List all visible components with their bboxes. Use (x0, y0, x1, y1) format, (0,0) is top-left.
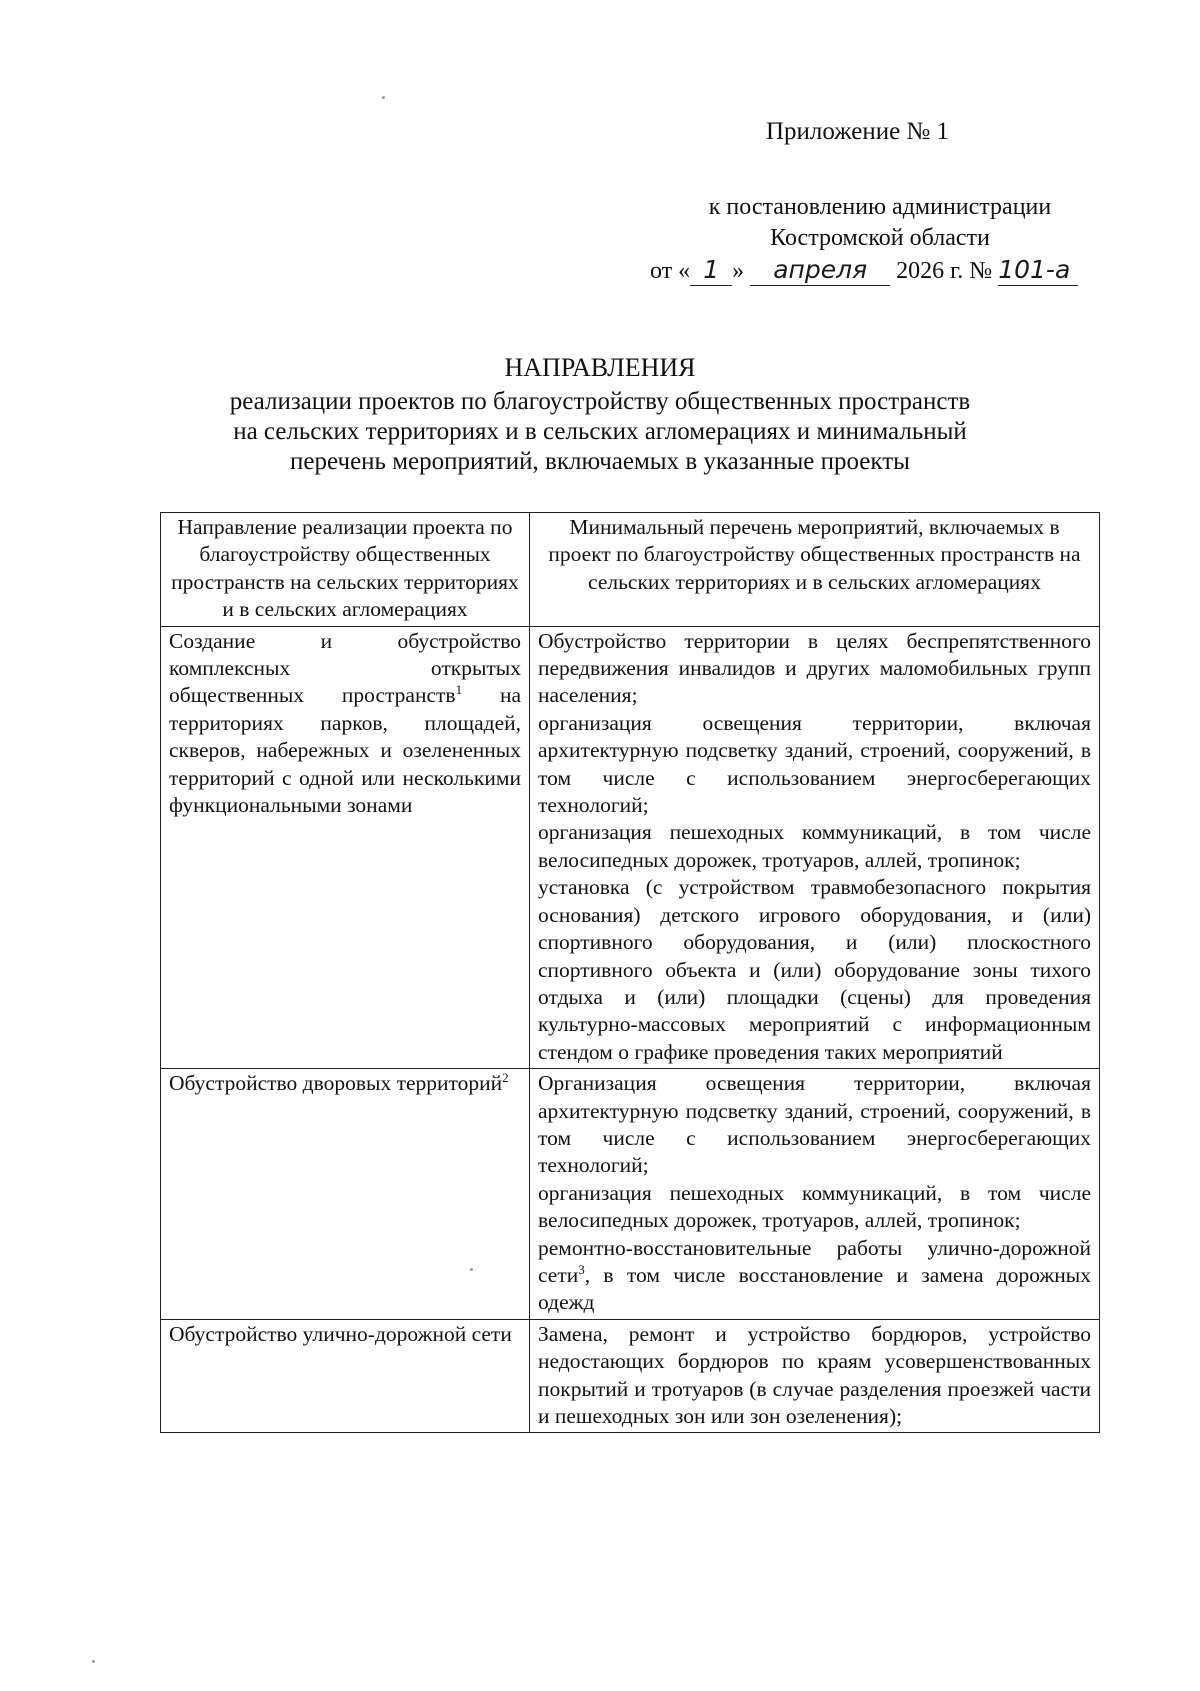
scan-speck (382, 96, 385, 99)
scan-speck (92, 1660, 95, 1663)
direction-text-tail: на территориях парков, площадей, скверов, набережных и озелененных территорий с одной или несколькими функциональными зонами (169, 683, 521, 818)
handwritten-day: 1 (690, 254, 732, 286)
title-line-1: реализации проектов по благоустройству общественных пространств (229, 388, 971, 415)
header-cell-measures: Минимальный перечень мероприятий, включаемых в проект по благоустройству общественных пространств на сельских территориях и в сельских агломерациях (530, 513, 1100, 627)
handwritten-month: апреля (750, 254, 890, 286)
measure-text: ремонтно-восстановительные работы улично-дорожной сети (538, 1235, 1091, 1287)
measure-item (538, 1235, 1091, 1317)
document-title (160, 353, 1040, 477)
measure-item: организация пешеходных коммуникаций, в том числе велосипедных дорожек, тротуаров, аллей, тропинок; (538, 1180, 1091, 1233)
table-row (161, 1319, 1100, 1433)
header-cell-direction: Направление реализации проекта по благоустройству общественных пространств на сельских территориях и в сельских агломерациях (161, 513, 530, 627)
title-main: НАПРАВЛЕНИЯ (504, 353, 696, 382)
measures-cell (530, 626, 1100, 1069)
measure-item: организация пешеходных коммуникаций, в том числе велосипедных дорожек, тротуаров, аллей, тропинок; (538, 820, 1091, 872)
measures-cell (530, 1069, 1100, 1320)
scan-speck (470, 1268, 473, 1271)
direction-cell (161, 626, 530, 1069)
measure-item: Обустройство территории в целях беспрепятственного передвижения инвалидов и других маломобильных групп населения; (538, 628, 1091, 708)
measure-item: Организация освещения территории, включая архитектурную подсветку зданий, строений, сооружений, в том числе с использованием энергосберегающих технологий; (538, 1071, 1091, 1178)
direction-cell (161, 1069, 530, 1320)
direction-text: Обустройство дворовых территорий (169, 1071, 503, 1096)
table-row (161, 626, 1100, 1069)
date-year: 2026 г. № (896, 258, 993, 284)
resolution-date-line (650, 254, 1110, 287)
resolution-line-2: Костромской области (770, 225, 990, 251)
resolution-block (650, 192, 1110, 287)
date-mid: » (732, 258, 745, 284)
table-header-row (161, 513, 1100, 627)
direction-text: Создание и обустройство комплексных открытых общественных пространств (169, 628, 521, 708)
direction-cell: Обустройство улично-дорожной сети (161, 1319, 530, 1433)
handwritten-number: 101-а (998, 254, 1078, 286)
footnote-ref: 1 (455, 682, 463, 698)
measure-item: организация освещения территории, включая архитектурную подсветку зданий, строений, сооружений, в том числе с использованием энергосберегающих технологий; (538, 710, 1091, 818)
appendix-label: Приложение № 1 (766, 118, 950, 145)
measure-text-tail: , в том числе восстановление и замена дорожных одежд (538, 1262, 1091, 1315)
footnote-ref: 3 (578, 1261, 585, 1277)
table-row (161, 1069, 1100, 1320)
measures-cell (530, 1319, 1100, 1433)
measure-item: Замена, ремонт и устройство бордюров, устройство недостающих бордюров по краям усовершенствованных покрытий и тротуаров (в случае разделения проезжей части и пешеходных зон или зон озеленения); (538, 1321, 1091, 1428)
footnote-ref: 2 (502, 1069, 509, 1085)
resolution-line-1: к постановлению администрации (708, 194, 1052, 220)
title-line-2: на сельских территориях и в сельских агломерациях и минимальный (233, 418, 967, 445)
directions-table (160, 512, 1100, 1433)
measure-item: установка (с устройством травмобезопасного покрытия основания) детского игрового оборудования, и (или) спортивного оборудования, и (или) плоскостного спортивного объекта и (или) оборудование зоны тихого отдыха и (или) площадки (сцены) для проведения культурно-массовых мероприятий с информационным стендом о графике проведения таких мероприятий (538, 875, 1091, 1064)
date-prefix: от « (650, 258, 691, 284)
title-line-3: перечень мероприятий, включаемых в указанные проекты (290, 448, 910, 475)
